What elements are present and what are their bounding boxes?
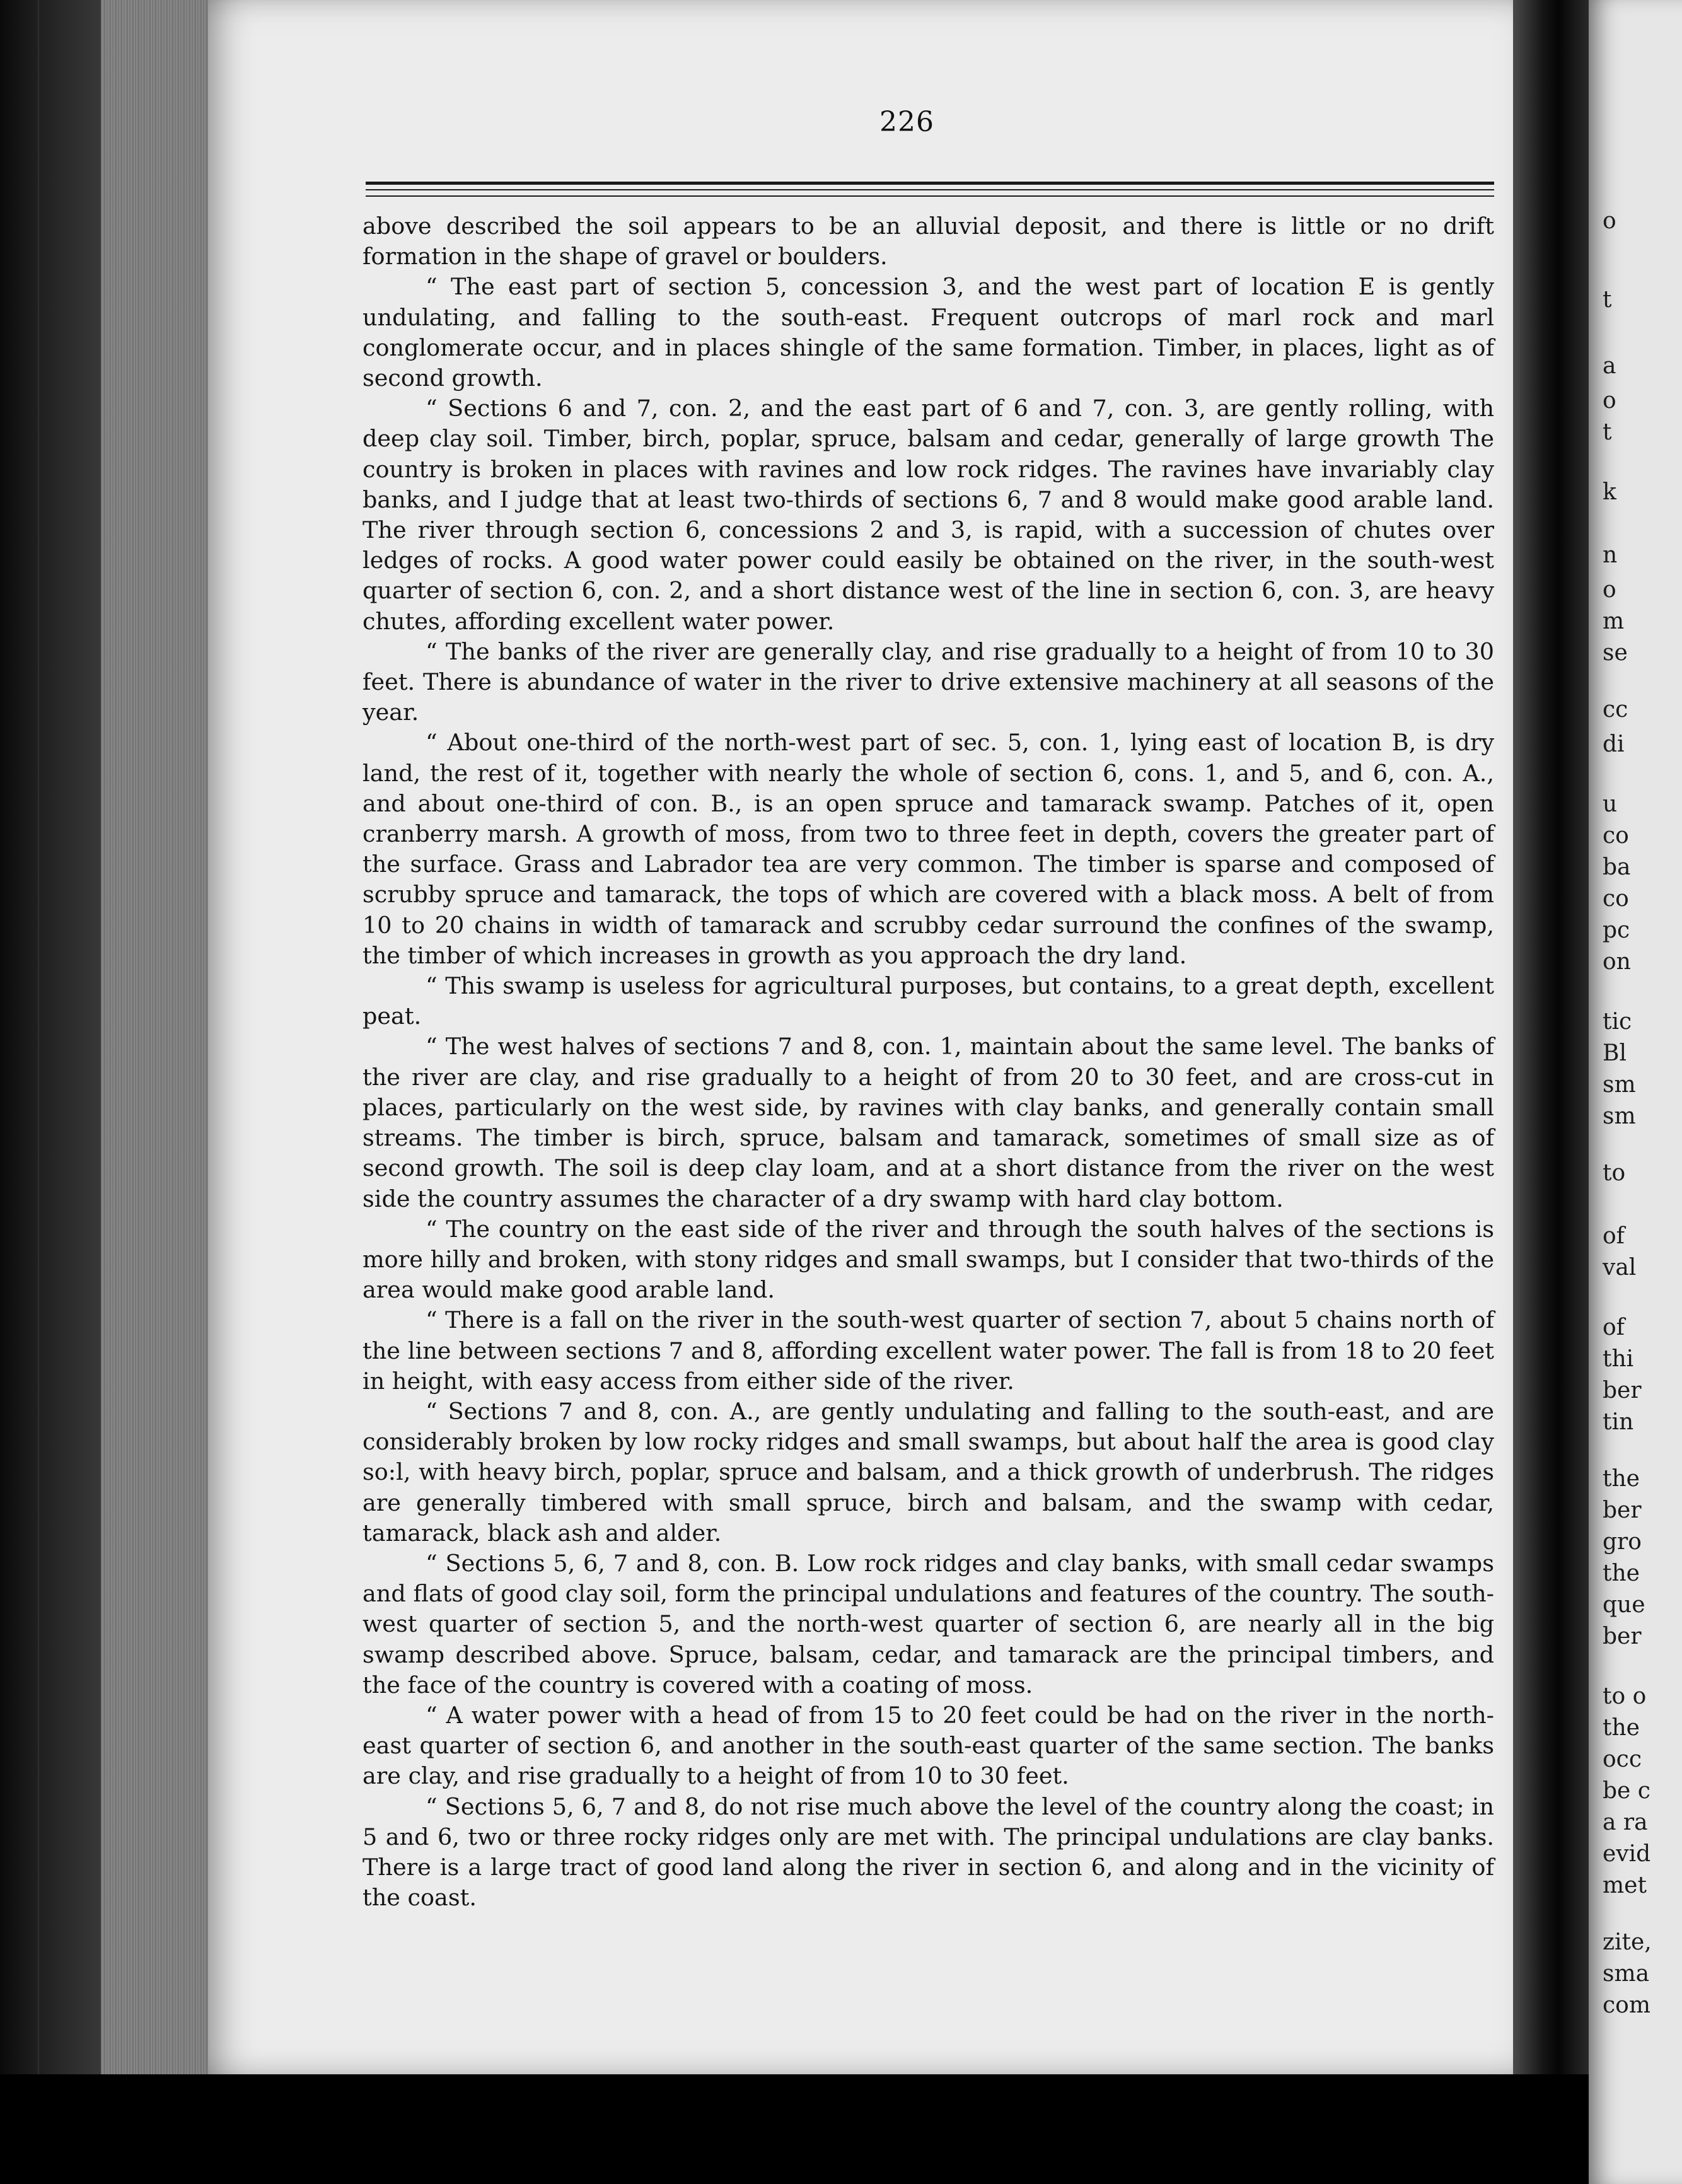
facing-page-fragment: ber [1603, 1378, 1642, 1403]
facing-page-fragment: o [1603, 208, 1616, 234]
paragraph: “ The country on the east side of the river and through the south halves of the sections is more hilly and broken, with stony ridges and small swamps, but I consider that two-thirds of the area would make good arable land. [362, 1215, 1494, 1304]
facing-page [1589, 0, 1682, 2184]
facing-page-fragment: com [1603, 1992, 1650, 2018]
facing-page-fragment: ba [1603, 854, 1631, 880]
facing-page-fragment: t [1603, 287, 1612, 313]
facing-page-fragment: to [1603, 1160, 1626, 1186]
facing-page-fragment: met [1603, 1873, 1647, 1898]
facing-page-fragment: o [1603, 388, 1616, 414]
page-number: 226 [879, 106, 934, 138]
body-text [362, 211, 1494, 1913]
facing-page-fragment: evid [1603, 1841, 1651, 1867]
facing-page-fragment: u [1603, 791, 1618, 817]
facing-page-fragment: a [1603, 353, 1616, 379]
facing-page-fragment: occ [1603, 1746, 1642, 1772]
facing-page-fragment: be c [1603, 1778, 1650, 1804]
facing-page-fragment: co [1603, 886, 1629, 912]
header-rule [366, 182, 1494, 185]
facing-page-fragment: zite, [1603, 1929, 1652, 1955]
paragraph: “ A water power with a head of from 15 to 20 feet could be had on the river in the north-east quarter of section 6, and another in the south-east quarter of the same section. The banks are clay, and rise gradually to a height of from 10 to 30 feet. [362, 1701, 1494, 1790]
facing-page-fragment: the [1603, 1715, 1640, 1741]
facing-page-fragment: se [1603, 640, 1628, 666]
facing-page-fragment: k [1603, 479, 1616, 505]
header-rule [366, 195, 1494, 197]
paragraph: “ Sections 7 and 8, con. A., are gently undulating and falling to the south-east, and are considerably broken by low rocky ridges and small swamps, but about half the area is good clay so:l, with heavy birch, poplar, spruce and balsam, and a thick growth of underbrush. The ridges are generally timbered with small spruce, birch and balsam, and the swamp with cedar, tamarack, black ash and alder. [362, 1397, 1494, 1547]
facing-page-fragment: que [1603, 1592, 1645, 1618]
facing-page-fragment: the [1603, 1560, 1640, 1586]
paragraph: above described the soil appears to be an alluvial deposit, and there is little or no drift formation in the shape of gravel or boulders. [362, 212, 1494, 270]
paragraph: “ The east part of section 5, concession 3, and the west part of location E is gently undulating, and falling to the south-east. Frequent outcrops of marl rock and marl conglomerate occur, and in places shingle of the same formation. Timber, in places, light as of second growth. [362, 273, 1494, 392]
facing-page-fragment: Bl [1603, 1040, 1627, 1066]
facing-page-fragment: gro [1603, 1529, 1642, 1555]
facing-page-fragment: tic [1603, 1009, 1632, 1035]
facing-page-fragment: thi [1603, 1346, 1634, 1372]
facing-page-fragment: n [1603, 542, 1618, 568]
paragraph: “ Sections 6 and 7, con. 2, and the east part of 6 and 7, con. 3, are gently rolling, with deep clay soil. Timber, birch, poplar, spruce, balsam and cedar, generally of large growth The country is broken in places with ravines and low rock ridges. The ravines have invariably clay banks, and I judge that at least two-thirds of sections 6, 7 and 8 would make good arable land. The river through section 6, concessions 2 and 3, is rapid, with a succession of chutes over ledges of rocks. A good water power could easily be obtained on the river, in the south-west quarter of section 6, con. 2, and a short distance west of the line in section 6, con. 3, are heavy chutes, affording excellent water power. [362, 395, 1494, 635]
facing-page-fragment: to o [1603, 1683, 1647, 1709]
facing-page-fragment: of [1603, 1223, 1625, 1249]
facing-page-fragment: m [1603, 608, 1625, 634]
facing-page-fragment: the [1603, 1466, 1640, 1492]
paragraph: “ The banks of the river are generally clay, and rise gradually to a height of from 10 to 30 feet. There is abundance of water in the river to drive extensive machinery at all seasons of the year. [362, 637, 1494, 726]
facing-page-fragment: ber [1603, 1497, 1642, 1523]
facing-page-fragment: co [1603, 823, 1629, 849]
book-binding-edge [0, 0, 107, 2184]
facing-page-fragment: sma [1603, 1961, 1650, 1987]
paragraph: “ There is a fall on the river in the south-west quarter of section 7, about 5 chains north of the line between sections 7 and 8, affording excellent water power. The fall is from 18 to 20 feet in height, with easy access from either side of the river. [362, 1306, 1494, 1395]
facing-page-fragment: cc [1603, 697, 1628, 723]
facing-page-fragment: o [1603, 577, 1616, 603]
paragraph: “ This swamp is useless for agricultural purposes, but contains, to a great depth, excellent peat. [362, 972, 1494, 1030]
facing-page-fragment: of [1603, 1315, 1625, 1340]
facing-page-fragment: tin [1603, 1409, 1634, 1435]
facing-page-fragment: val [1603, 1255, 1637, 1281]
facing-page-fragment: sm [1603, 1103, 1636, 1129]
facing-page-fragment: sm [1603, 1072, 1636, 1098]
facing-page-fragment: a ra [1603, 1809, 1648, 1835]
header-rule [366, 189, 1494, 190]
facing-page-fragment: di [1603, 731, 1625, 757]
facing-page-fragment: on [1603, 949, 1631, 975]
book-gutter [1513, 0, 1589, 2184]
facing-page-fragment: ber [1603, 1623, 1642, 1649]
facing-page-fragment: t [1603, 419, 1612, 445]
facing-page-fragment: pc [1603, 917, 1630, 943]
paragraph: “ About one-third of the north-west part of sec. 5, con. 1, lying east of location B, is dry land, the rest of it, together with nearly the whole of section 6, cons. 1, and 5, and 6, con. A., and about one-third of con. B., is an open spruce and tamarack swamp. Patches of it, open cranberry marsh. A growth of moss, from two to three feet in depth, covers the greater part of the surface. Grass and Labrador tea are very common. The timber is sparse and composed of scrubby spruce and tamarack, the tops of which are covered with a black moss. A belt of from 10 to 20 chains in width of tamarack and scrubby cedar surround the confines of the swamp, the timber of which increases in growth as you approach the dry land. [362, 729, 1494, 969]
paragraph: “ The west halves of sections 7 and 8, con. 1, maintain about the same level. The banks of the river are clay, and rise gradually to a height of from 20 to 30 feet, and are cross-cut in places, particularly on the west side, by ravines with clay banks, and generally contain small streams. The timber is birch, spruce, balsam and tamarack, sometimes of small size as of second growth. The soil is deep clay loam, and at a short distance from the river on the west side the country assumes the character of a dry swamp with hard clay bottom. [362, 1033, 1494, 1212]
scan-border [0, 2074, 1589, 2184]
paragraph: “ Sections 5, 6, 7 and 8, con. B. Low rock ridges and clay banks, with small cedar swamps and flats of good clay soil, form the principal undulations and features of the country. The south-west quarter of section 5, and the north-west quarter of section 6, are nearly all in the big swamp described above. Spruce, balsam, cedar, and tamarack are the principal timbers, and the face of the country is covered with a coating of moss. [362, 1549, 1494, 1699]
paragraph: “ Sections 5, 6, 7 and 8, do not rise much above the level of the country along the coast; in 5 and 6, two or three rocky ridges only are met with. The principal undulations are clay banks. There is a large tract of good land along the river in section 6, and along and in the vicinity of the coast. [362, 1792, 1494, 1912]
